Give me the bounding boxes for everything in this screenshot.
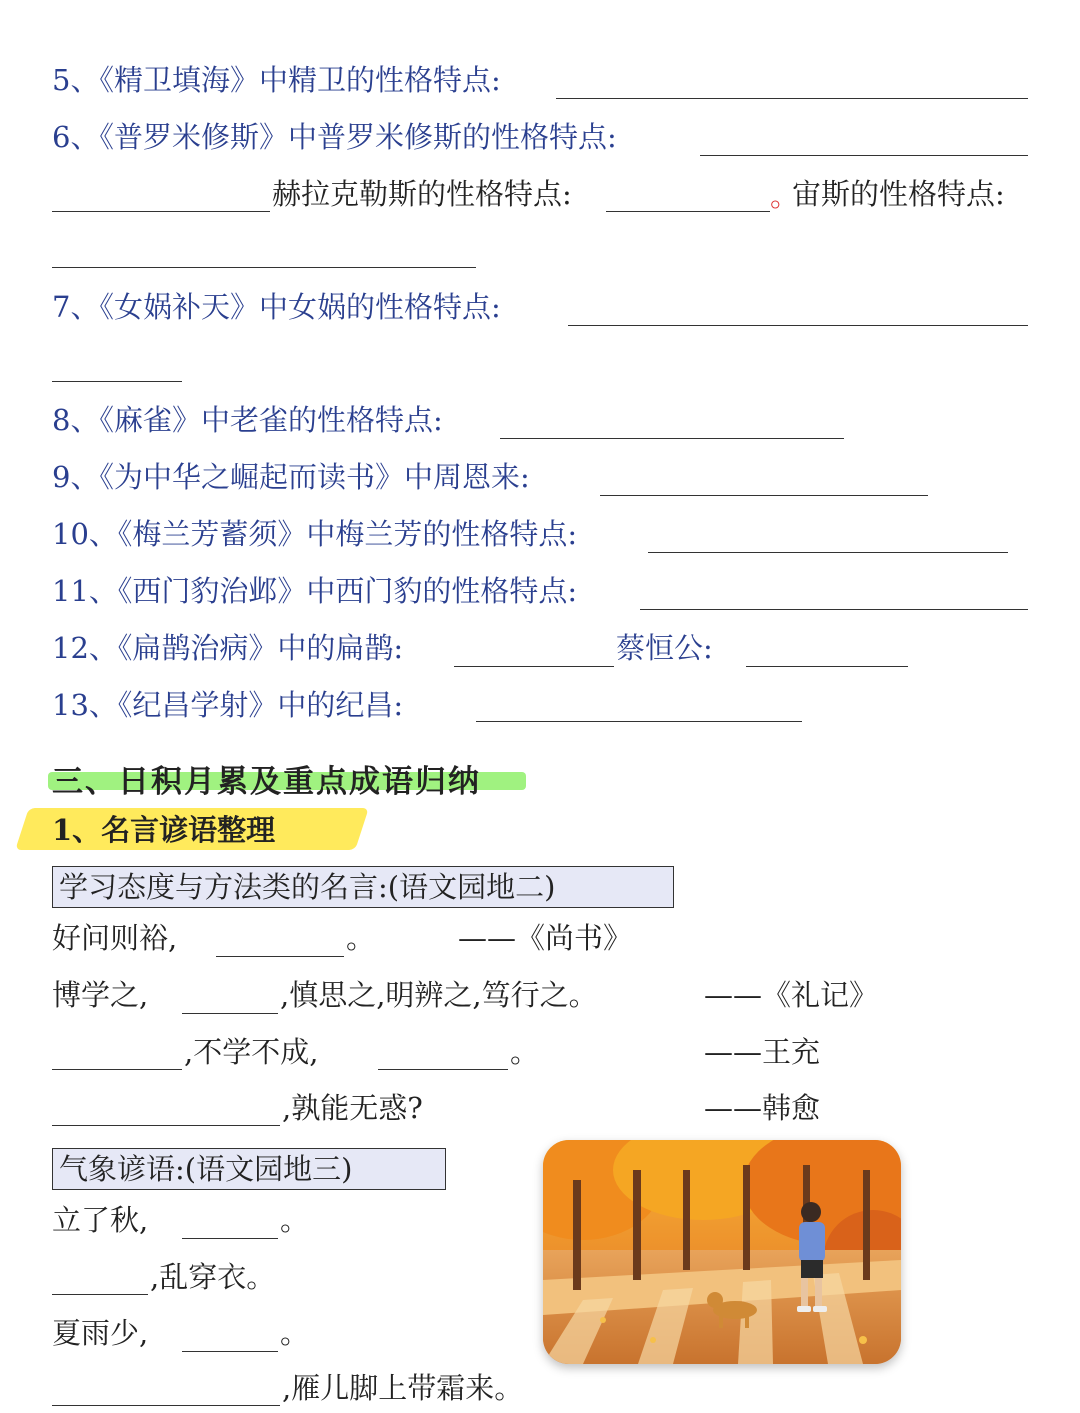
answer-blank[interactable] [640, 608, 1028, 610]
motto-source-3: ——王充 [704, 1035, 821, 1069]
answer-blank[interactable] [476, 720, 802, 722]
motto-line-1: 好问则裕, [52, 921, 178, 955]
answer-blank[interactable] [556, 97, 1028, 99]
section-title: 三、日积月累及重点成语归纳 [52, 764, 481, 800]
answer-blank[interactable] [52, 1404, 280, 1406]
motto-line-3: ,不学不成, [184, 1035, 319, 1069]
weather-line-1-end: 。 [280, 1203, 310, 1237]
answer-blank[interactable] [378, 1068, 508, 1070]
question-12: 12、《扁鹊治病》中的扁鹊: [52, 631, 404, 665]
motto-line-4: ,孰能无惑? [282, 1091, 423, 1125]
motto-line-2-rest: ,慎思之,明辨之,笃行之。 [280, 978, 598, 1012]
motto-line-3-end: 。 [510, 1035, 540, 1069]
answer-blank[interactable] [600, 494, 928, 496]
motto-source-2: ——《礼记》 [704, 978, 879, 1012]
answer-blank[interactable] [648, 551, 1008, 553]
weather-line-3-end: 。 [280, 1316, 310, 1350]
answer-blank[interactable] [216, 955, 344, 957]
sub-title: 1、名言谚语整理 [52, 813, 276, 847]
question-5: 5、《精卫填海》中精卫的性格特点: [52, 63, 501, 97]
answer-blank[interactable] [52, 266, 476, 268]
answer-blank[interactable] [52, 1293, 148, 1295]
answer-blank[interactable] [746, 665, 908, 667]
question-13: 13、《纪昌学射》中的纪昌: [52, 688, 404, 722]
motto-source-1: ——《尚书》 [458, 921, 633, 955]
red-mark: 。 [770, 179, 800, 213]
question-6-hercules: 赫拉克勒斯的性格特点: [272, 177, 572, 211]
question-7: 7、《女娲补天》中女娲的性格特点: [52, 290, 501, 324]
mottos-label-box: 学习态度与方法类的名言:(语文园地二) [52, 866, 674, 908]
question-10: 10、《梅兰芳蓄须》中梅兰芳的性格特点: [52, 517, 578, 551]
answer-blank[interactable] [52, 210, 270, 212]
question-12-cai: 蔡恒公: [616, 631, 713, 665]
question-6: 6、《普罗米修斯》中普罗米修斯的性格特点: [52, 120, 617, 154]
answer-blank[interactable] [52, 380, 182, 382]
question-11: 11、《西门豹治邺》中西门豹的性格特点: [52, 574, 578, 608]
question-8: 8、《麻雀》中老雀的性格特点: [52, 403, 443, 437]
weather-line-2: ,乱穿衣。 [150, 1260, 276, 1294]
answer-blank[interactable] [182, 1012, 278, 1014]
answer-blank[interactable] [500, 437, 844, 439]
motto-line-2: 博学之, [52, 978, 149, 1012]
weather-label-box: 气象谚语:(语文园地三) [52, 1148, 446, 1190]
answer-blank[interactable] [52, 1068, 182, 1070]
answer-blank[interactable] [568, 324, 1028, 326]
weather-line-3: 夏雨少, [52, 1316, 149, 1350]
weather-line-4: ,雁儿脚上带霜来。 [282, 1371, 524, 1405]
answer-blank[interactable] [606, 210, 770, 212]
answer-blank[interactable] [700, 154, 1028, 156]
motto-line-1-end: 。 [346, 921, 376, 955]
motto-source-4: ——韩愈 [704, 1091, 821, 1125]
answer-blank[interactable] [454, 665, 614, 667]
autumn-scene-icon [543, 1140, 901, 1364]
weather-line-1: 立了秋, [52, 1203, 149, 1237]
question-6-zeus: 宙斯的性格特点: [792, 177, 1005, 211]
answer-blank[interactable] [182, 1350, 278, 1352]
question-9: 9、《为中华之崛起而读书》中周恩来: [52, 460, 530, 494]
answer-blank[interactable] [52, 1124, 280, 1126]
autumn-walk-illustration [543, 1140, 901, 1364]
answer-blank[interactable] [182, 1237, 278, 1239]
